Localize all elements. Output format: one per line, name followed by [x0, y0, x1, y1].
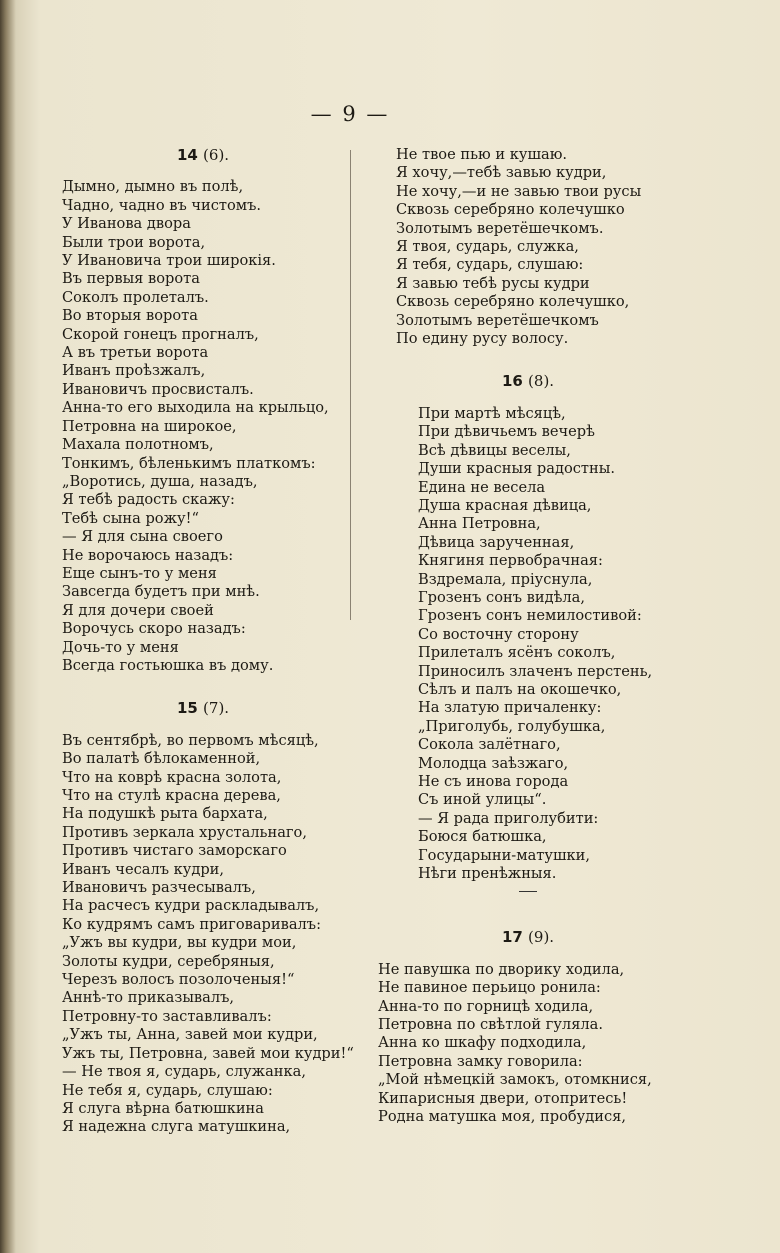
poem-line: Соколъ пролеталъ. — [62, 288, 209, 306]
poem-line: Золотымъ веретёшечкомъ — [396, 311, 599, 329]
poem-line: Кипарисныя двери, отопритесь! — [378, 1089, 628, 1107]
poem-ref: (8). — [528, 372, 555, 391]
poem-line: Сквозь серебряно колечушко — [396, 201, 625, 219]
poem-line: На расчесъ кудри раскладывалъ, — [62, 897, 320, 915]
poem-line: Я слуга вѣрна батюшкина — [62, 1099, 264, 1117]
poem-line: Души красныя радостны. — [418, 460, 615, 478]
poem-line: Едина не весела — [418, 478, 546, 496]
poem-line: Аннѣ-то приказывалъ, — [62, 989, 235, 1007]
poem-line: По едину русу волосу. — [396, 330, 569, 348]
poem-line: Душа красная дѣвица, — [418, 496, 592, 514]
poem-15-continued — [378, 146, 678, 348]
poem-line: Грозенъ сонъ немилостивой: — [418, 607, 642, 625]
poem-line: Княгиня первобрачная: — [418, 552, 603, 570]
poem-line: Боюся батюшка, — [418, 828, 547, 846]
poem-line: Были трои ворота, — [62, 233, 206, 251]
poem-line: Что на коврѣ красна золота, — [62, 768, 282, 786]
poem-line: Въ первыя ворота — [62, 270, 200, 288]
poem-line: Сквозь серебряно колечушко, — [396, 293, 630, 311]
poem-line: Я тебя, сударь, слушаю: — [396, 256, 584, 274]
poem-line: При дѣвичьемъ вечерѣ — [418, 423, 595, 441]
poem-line: Чадно, чадно въ чистомъ. — [62, 196, 262, 214]
poem-ref: (7). — [203, 699, 230, 718]
poem-line: Прилеталъ ясёнъ соколъ, — [418, 644, 616, 662]
right-column — [378, 146, 678, 1127]
poem-line: Ко кудрямъ самъ приговаривалъ: — [62, 915, 321, 933]
column-divider — [350, 150, 351, 620]
poem-14-heading — [62, 146, 344, 164]
poem-number: 14 — [176, 146, 198, 164]
poem-line: Петровна по свѣтлой гуляла. — [378, 1016, 604, 1034]
poem-line: При мартѣ мѣсяцѣ, — [418, 404, 566, 422]
poem-line: — Я для сына своего — [62, 528, 223, 546]
poem-line: — Я рада приголубити: — [418, 809, 599, 827]
poem-line: Сѣлъ и палъ на окошечко, — [418, 680, 622, 698]
page-number: — 9 — — [310, 102, 390, 126]
poem-line: „Воротись, душа, назадъ, — [62, 472, 258, 490]
poem-line: Родна матушка моя, пробудися, — [378, 1108, 626, 1126]
left-column — [62, 146, 354, 1137]
poem-line: У Ивановича трои широкія. — [62, 252, 276, 270]
poem-line: Приносилъ злаченъ перстень, — [418, 662, 653, 680]
poem-line: — Не твоя я, сударь, служанка, — [62, 1063, 306, 1081]
poem-line: Петровну-то заставливалъ: — [62, 1007, 272, 1025]
poem-line: Сокола залётнаго, — [418, 736, 561, 754]
poem-line: Во вторыя ворота — [62, 307, 198, 325]
poem-line: Махала полотномъ, — [62, 436, 214, 454]
poem-line: Дымно, дымно въ полѣ, — [62, 178, 244, 196]
poem-line: Черезъ волосъ позолоченыя!“ — [62, 971, 295, 989]
poem-line: Не тебя я, сударь, слушаю: — [62, 1081, 273, 1099]
poem-line: Не павиное перьицо ронила: — [378, 979, 601, 997]
poem-line: Анна-то по горницѣ ходила, — [378, 997, 594, 1015]
poem-line: Еще сынъ-то у меня — [62, 564, 217, 582]
poem-line: Я хочу,—тебѣ завью кудри, — [396, 164, 607, 182]
poem-16-heading — [378, 372, 678, 390]
poem-line: На подушкѣ рыта бархата, — [62, 805, 268, 823]
poem-line: Анна ко шкафу подходила, — [378, 1034, 587, 1052]
poem-15-heading — [62, 699, 344, 717]
poem-line: Молодца заѣзжаго, — [418, 754, 569, 772]
poem-14-text — [62, 178, 344, 675]
poem-line: Тонкимъ, бѣленькимъ платкомъ: — [62, 454, 316, 472]
poem-line: Что на стулѣ красна дерева, — [62, 787, 281, 804]
poem-line: Не павушка по дворику ходила, — [378, 960, 625, 978]
poem-17-text — [378, 961, 678, 1127]
poem-line: „Приголубь, голубушка, — [418, 717, 606, 735]
poem-line: А въ третьи ворота — [62, 344, 209, 362]
poem-line: Завсегда будетъ при мнѣ. — [62, 583, 260, 601]
poem-line: Дочь-то у меня — [62, 638, 179, 656]
poem-line: Я твоя, сударь, служка, — [396, 238, 579, 256]
poem-line: Ужъ ты, Петровна, завей мои кудри!“ — [62, 1044, 354, 1062]
poem-line: „Ужъ вы кудри, вы кудри мои, — [62, 934, 297, 952]
poem-ref: (9). — [528, 928, 555, 947]
poem-number: 16 — [501, 372, 523, 391]
poem-line: Анна-то его выходила на крыльцо, — [62, 399, 329, 417]
poem-line: Золотымъ веретёшечкомъ. — [396, 219, 604, 237]
poem-line: Дѣвица зарученная, — [418, 533, 575, 551]
poem-line: У Иванова двора — [62, 215, 191, 233]
poem-line: Я для дочери своей — [62, 601, 214, 619]
poem-line: Въ сентябрѣ, во первомъ мѣсяцѣ, — [62, 731, 319, 749]
poem-number: 15 — [176, 699, 198, 718]
poem-line: Государыни-матушки, — [418, 846, 591, 864]
poem-line: Ворочусь скоро назадъ: — [62, 620, 246, 638]
poem-line: Тебѣ сына рожу!“ — [62, 509, 199, 527]
poem-line: Грозенъ сонъ видѣла, — [418, 588, 585, 606]
poem-line: Со восточну сторону — [418, 625, 579, 643]
poem-line: Я завью тебѣ русы кудри — [396, 274, 590, 292]
poem-ref: (6). — [203, 146, 230, 164]
poem-line: Золоты кудри, серебряныя, — [62, 952, 275, 970]
poem-line: Съ иной улицы“. — [418, 791, 547, 809]
poem-line: Всегда гостьюшка въ дому. — [62, 656, 274, 674]
poem-line: Ивановичъ просвисталъ. — [62, 380, 254, 398]
poem-line: Я надежна слуга матушкина, — [62, 1118, 291, 1136]
poem-line: Вздремала, пріуснула, — [418, 570, 593, 588]
poem-line: Не ворочаюсь назадъ: — [62, 546, 234, 564]
poem-line: Во палатѣ бѣлокаменной, — [62, 750, 261, 768]
poem-line: Я тебѣ радость скажу: — [62, 491, 235, 509]
poem-line: Петровна замку говорила: — [378, 1052, 583, 1070]
poem-line: Ивановичъ разчесывалъ, — [62, 879, 256, 897]
poem-line: Не съ инова города — [418, 773, 569, 790]
poem-line: Анна Петровна, — [418, 515, 541, 533]
poem-line: Иванъ чесалъ кудри, — [62, 860, 225, 878]
poem-line: Петровна на широкое, — [62, 417, 237, 435]
poem-line: „Мой нѣмецкій замокъ, отомкнися, — [378, 1071, 652, 1089]
poem-line: Не хочу,—и не завью твои русы — [396, 182, 642, 200]
poem-line: На златую причаленку: — [418, 699, 602, 717]
poem-line: Противъ чистаго заморскаго — [62, 842, 287, 860]
poem-line: Иванъ проѣзжалъ, — [62, 362, 206, 380]
poem-16-text — [378, 405, 678, 884]
poem-number: 17 — [501, 928, 523, 947]
poem-line: Всѣ дѣвицы веселы, — [418, 441, 571, 459]
poem-15-text — [62, 731, 354, 1137]
poem-line: Нѣги пренѣжныя. — [418, 865, 557, 883]
poem-line: Скорой гонецъ прогналъ, — [62, 325, 259, 343]
poem-line: Не твое пью и кушаю. — [396, 146, 568, 163]
poem-line: Противъ зеркала хрустальнаго, — [62, 823, 307, 841]
poem-17-heading — [378, 928, 678, 946]
poem-line: „Ужъ ты, Анна, завей мои кудри, — [62, 1026, 318, 1044]
